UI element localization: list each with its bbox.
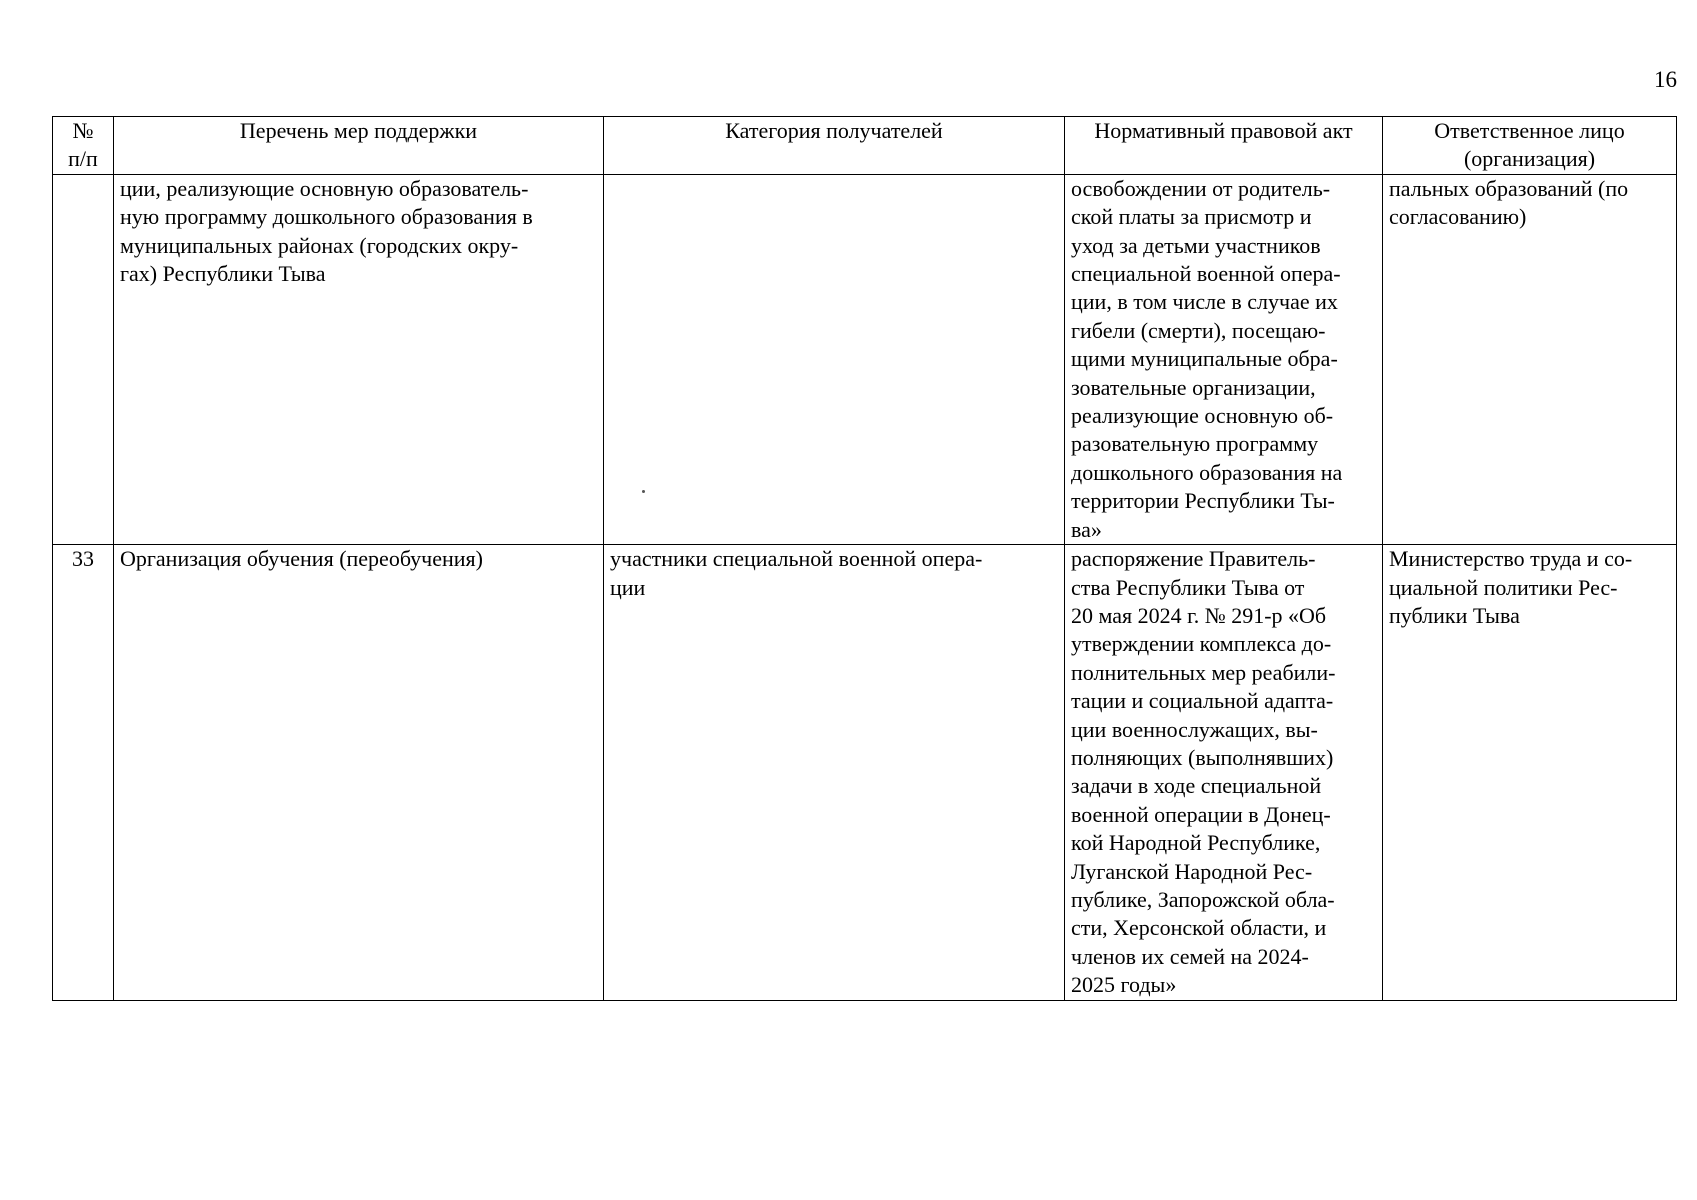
header-measures: Перечень мер поддержки [114,117,604,175]
table-header-row [53,117,1677,175]
row-number [53,174,114,544]
page-number: 16 [1654,67,1677,92]
header-number: № п/п [53,117,114,175]
row-measure: Организация обучения (переобучения) [114,545,604,1001]
row-legal-act: освобождении от родитель- ской платы за присмотр и уход за детьми участников специальной военной опера- ции, в том числе в случае их гибели (смерти), посещаю- щими муниципальные обра- зовательные организации, реализующие основную об- разовательную программу дошкольного образования на территории Республики Ты- ва» [1065,174,1383,544]
row-measure: ции, реализующие основную образователь- ную программу дошкольного образования в муниципальных районах (городских окру- гах) Республики Тыва [114,174,604,544]
row-category [604,174,1065,544]
header-category: Категория получателей [604,117,1065,175]
header-legal-act: Нормативный правовой акт [1065,117,1383,175]
header-responsible: Ответственное лицо (организация) [1383,117,1677,175]
row-responsible: Министерство труда и со- циальной политики Рес- публики Тыва [1383,545,1677,1001]
support-measures-table [52,116,1677,1001]
row-number: 33 [53,545,114,1001]
table-row [53,545,1677,1001]
row-legal-act: распоряжение Правитель- ства Республики Тыва от 20 мая 2024 г. № 291-р «Об утверждении комплекса до- полнительных мер реабили- тации и социальной адапта- ции военнослужащих, вы- полняющих (выполнявших) задачи в ходе специальной военной операции в Донец- кой Народной Республике, Луганской Народной Рес- публике, Запорожской обла- сти, Херсонской области, и членов их семей на 2024- 2025 годы» [1065,545,1383,1001]
table-row [53,174,1677,544]
row-responsible: пальных образований (по согласованию) [1383,174,1677,544]
row-category: участники специальной военной опера- ции [604,545,1065,1001]
